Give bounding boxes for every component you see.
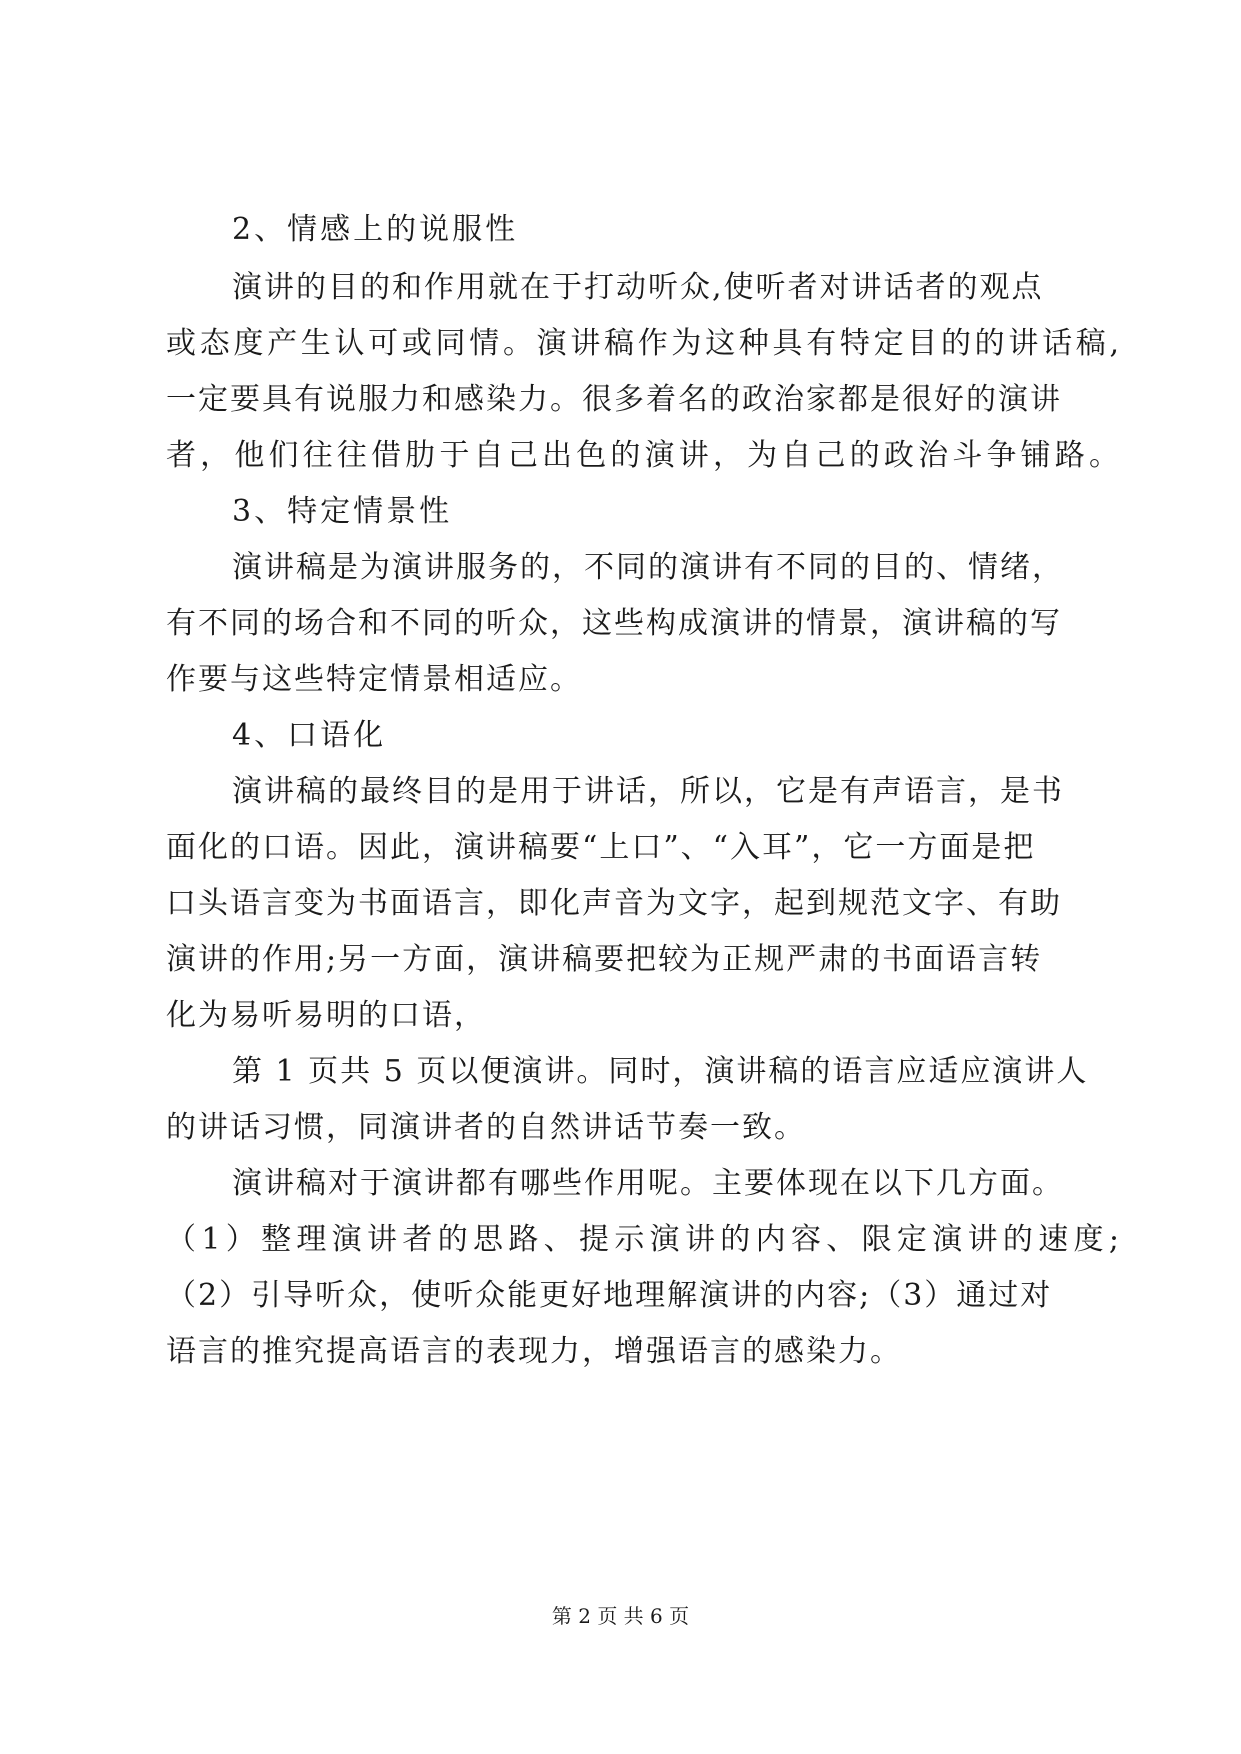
paragraph-line: 者，他们往往借肋于自己出色的演讲，为自己的政治斗争铺路。 [166, 438, 1121, 473]
paragraph-line: 演讲的作用;另一方面，演讲稿要把较为正规严肃的书面语言转 [166, 942, 1043, 977]
paragraph-line: 演讲稿是为演讲服务的，不同的演讲有不同的目的、情绪， [232, 550, 1064, 585]
paragraph-line: 面化的口语。因此，演讲稿要“上口”、“入耳”，它一方面是把 [166, 830, 1036, 865]
page-number-footer: 第 2 页 共 6 页 [551, 1604, 690, 1628]
paragraph-line: 语言的推究提高语言的表现力，增强语言的感染力。 [166, 1334, 902, 1369]
section-heading-3: 3、特定情景性 [232, 494, 453, 529]
section-heading-2: 2、情感上的说服性 [232, 212, 519, 247]
paragraph-line: 第 1 页共 5 页以便演讲。同时，演讲稿的语言应适应演讲人 [232, 1054, 1089, 1089]
paragraph-line: 化为易听易明的口语， [166, 998, 486, 1033]
paragraph-line: 演讲的目的和作用就在于打动听众,使听者对讲话者的观点 [232, 270, 1044, 305]
paragraph-line: 作要与这些特定情景相适应。 [166, 662, 582, 697]
paragraph-line: 或态度产生认可或同情。演讲稿作为这种具有特定目的的讲话稿, [166, 326, 1121, 361]
section-heading-4: 4、口语化 [232, 718, 387, 753]
paragraph-line: 一定要具有说服力和感染力。很多着名的政治家都是很好的演讲 [166, 382, 1062, 417]
paragraph-line: （2）引导听众，使听众能更好地理解演讲的内容;（3）通过对 [166, 1278, 1053, 1313]
paragraph-line: 的讲话习惯，同演讲者的自然讲话节奏一致。 [166, 1110, 806, 1145]
paragraph-line: （1）整理演讲者的思路、提示演讲的内容、限定演讲的速度; [166, 1222, 1121, 1257]
paragraph-line: 口头语言变为书面语言，即化声音为文字，起到规范文字、有助 [166, 886, 1062, 921]
paragraph-line: 演讲稿的最终目的是用于讲话，所以，它是有声语言，是书 [232, 774, 1064, 809]
paragraph-line: 演讲稿对于演讲都有哪些作用呢。主要体现在以下几方面。 [232, 1166, 1064, 1201]
paragraph-line: 有不同的场合和不同的听众，这些构成演讲的情景，演讲稿的写 [166, 606, 1062, 641]
